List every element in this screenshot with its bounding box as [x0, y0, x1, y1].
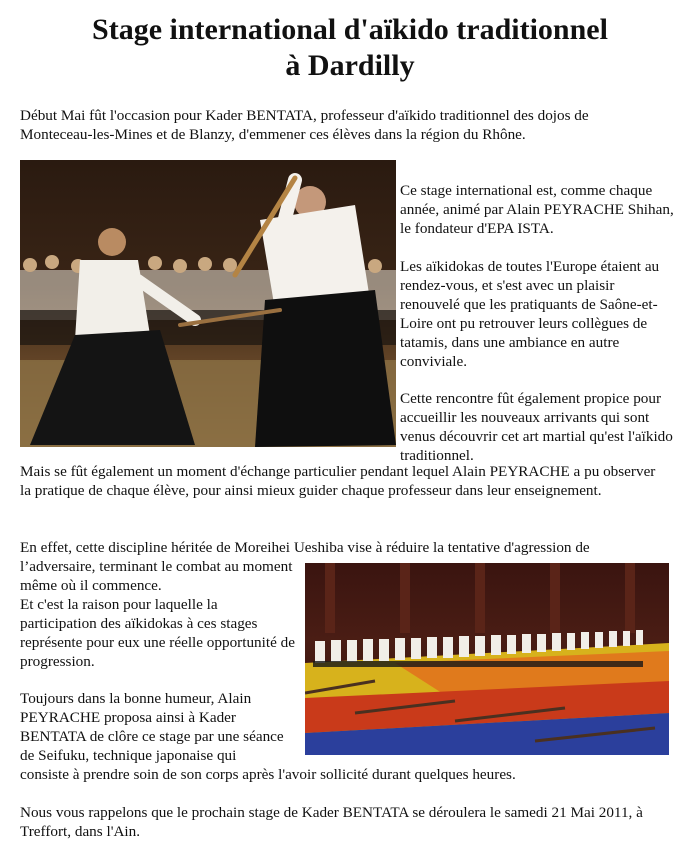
article-title	[0, 12, 700, 84]
paragraph-seifuku: Toujours dans la bonne humeur, Alain PEYRACHE proposa ainsi à Kader BENTATA de clôre ce stage par une séance de Seifuku, technique japonaise qui	[20, 690, 284, 764]
aikidokas-line-photo	[305, 563, 669, 755]
paragraph-animation: Ce stage international est, comme chaque année, animé par Alain PEYRACHE Shihan, le fondateur d'EPA ISTA.	[400, 182, 674, 237]
paragraph-echange: Mais se fût également un moment d'échange particulier pendant lequel Alain PEYRACHE a pu observer la pratique de chaque élève, pour ainsi mieux guider chaque professeur dans leur enseignement.	[20, 463, 656, 499]
paragraph-seifuku-end: consiste à prendre soin de son corps après l'avoir sollicité durant quelques heures.	[20, 766, 516, 783]
paragraph-rendezvous: Les aïkidokas de toutes l'Europe étaient au rendez-vous, et s'est avec un plaisir renouvelé que les pratiquants de Saône-et-Loire ont pu retrouver leurs collègues de tatamis, dans une ambiance en autre conviviale.	[400, 258, 660, 370]
paragraph-prochain-stage: Nous vous rappelons que le prochain stage de Kader BENTATA se déroulera le samedi 21 Mai 2011, à Treffort, dans l'Ain.	[20, 804, 643, 840]
paragraph-discipline-line1: En effet, cette discipline héritée de Moreihei Ueshiba vise à réduire la tentative d'agression de	[20, 539, 590, 556]
paragraph-opportunite: Et c'est la raison pour laquelle la participation des aïkidokas à ces stages représente pour eux une réelle opportunité de progression.	[20, 596, 295, 670]
paragraph-discipline-rest: l’adversaire, terminant le combat au moment même où il commence.	[20, 558, 293, 594]
intro-paragraph: Début Mai fût l'occasion pour Kader BENTATA, professeur d'aïkido traditionnel des dojos de Monteceau-les-Mines et de Blanzy, d'emmener ces élèves dans la région du Rhône.	[20, 107, 589, 143]
title-line-2: à Dardilly	[285, 49, 415, 82]
aikido-bokken-photo	[20, 160, 396, 447]
title-line-1: Stage international d'aïkido traditionnel	[92, 13, 608, 46]
paragraph-rencontre: Cette rencontre fût également propice pour accueillir les nouveaux arrivants qui sont venus découvrir cet art martial qu'est l'aïkido traditionnel.	[400, 390, 673, 464]
